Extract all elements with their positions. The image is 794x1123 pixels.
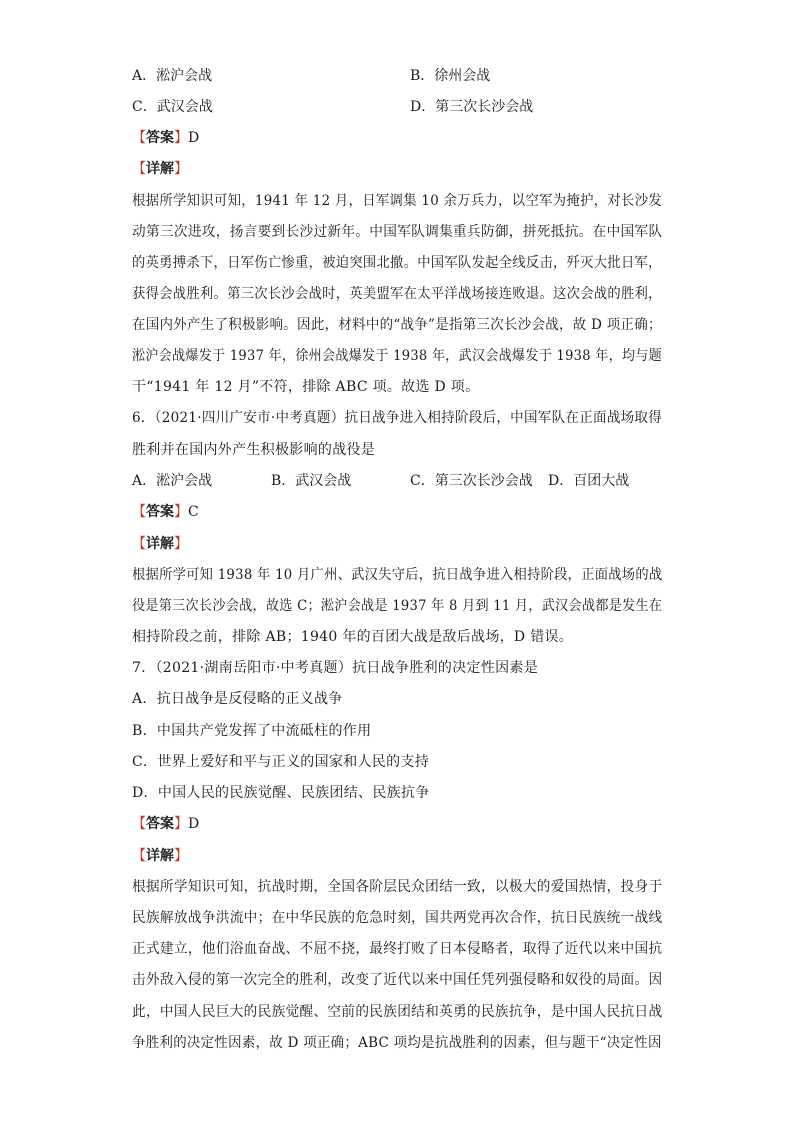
q7-option-b: B．中国共产党发挥了中流砥柱的作用 (132, 723, 372, 739)
q5-option-d: D．第三次长沙会战 (410, 99, 534, 115)
q7-stem: 7．（2021·湖南岳阳市·中考真题）抗日战争胜利的决定性因素是 (132, 660, 539, 676)
q6-option-d: D．百团大战 (548, 473, 630, 489)
q5-answer-value: D (188, 130, 200, 146)
q7-answer: 【答案】D (132, 816, 200, 832)
q7-explanation-line: 根据所学知识可知，抗战时期，全国各阶层民众团结一致，以极大的爱国热情，投身于 (132, 879, 663, 895)
q7-answer-value: D (188, 816, 200, 832)
q7-detail-label: 【详解】 (132, 848, 188, 864)
q7-option-c: C．世界上爱好和平与正义的国家和人民的支持 (132, 754, 430, 770)
q7-explanation-line: 此，中国人民巨大的民族觉醒、空前的民族团结和英勇的民族抗争，是中国人民抗日战 (132, 1004, 663, 1020)
q5-explanation-line: 根据所学知识可知，1941 年 12 月，日军调集 10 余万兵力，以空军为掩护，对长沙发 (132, 193, 663, 209)
q6-stem-line: 6．（2021·四川广安市·中考真题）抗日战争进入相持阶段后，中国军队在正面战场取得 (132, 410, 663, 426)
q7-explanation-line: 击外敌入侵的第一次完全的胜利，改变了近代以来中国任凭列强侵略和奴役的局面。因 (132, 972, 663, 988)
q6-option-a: A．淞沪会战 (132, 473, 213, 489)
q5-option-b: B．徐州会战 (410, 68, 491, 84)
q7-explanation-line: 民族解放战争洪流中；在中华民族的危急时刻，国共两党再次合作，抗日民族统一战线 (132, 910, 663, 926)
q7-option-a: A．抗日战争是反侵略的正义战争 (132, 691, 343, 707)
q5-option-a: A．淞沪会战 (132, 68, 213, 84)
q7-option-d: D．中国人民的民族觉醒、民族团结、民族抗争 (132, 785, 430, 801)
q6-explanation-line: 根据所学可知 1938 年 10 月广州、武汉失守后，抗日战争进入相持阶段，正面战场的战 (132, 567, 663, 583)
q6-answer-value: C (188, 504, 199, 520)
q6-stem-line: 胜利并在国内外产生积极影响的战役是 (132, 442, 376, 458)
q5-answer: 【答案】D (132, 130, 200, 146)
q5-explanation-line: 淞沪会战爆发于 1937 年，徐州会战爆发于 1938 年，武汉会战爆发于 1938 年，均与题 (132, 348, 663, 364)
q6-option-c: C．第三次长沙会战 (410, 473, 533, 489)
q6-explanation-line: 役是第三次长沙会战，故选 C；淞沪会战是 1937 年 8 月到 11 月，武汉会战都是发生在 (132, 598, 663, 614)
q6-option-b: B．武汉会战 (271, 473, 352, 489)
q5-explanation-line: 干“1941 年 12 月”不符，排除 ABC 项。故选 D 项。 (132, 379, 480, 395)
q7-explanation-line: 正式建立，他们浴血奋战、不屈不挠，最终打败了日本侵略者，取得了近代以来中国抗 (132, 941, 663, 957)
q5-option-c: C．武汉会战 (132, 99, 213, 115)
q6-answer: 【答案】C (132, 504, 199, 520)
q5-explanation-line: 的英勇搏杀下，日军伤亡惨重，被迫突围北撤。中国军队发起全线反击，歼灭大批日军， (132, 255, 662, 271)
q6-detail-label: 【详解】 (132, 536, 188, 552)
q5-detail-label: 【详解】 (132, 161, 188, 177)
q6-explanation-line: 相持阶段之前，排除 AB；1940 年的百团大战是敌后战场，D 错误。 (132, 629, 574, 645)
q5-explanation-line: 在国内外产生了积极影响。因此，材料中的“战争”是指第三次长沙会战，故 D 项正确； (132, 317, 662, 333)
q5-explanation-line: 动第三次进攻，扬言要到长沙过新年。中国军队调集重兵防御，拼死抵抗。在中国军队 (132, 224, 663, 240)
q5-explanation-line: 获得会战胜利。第三次长沙会战时，英美盟军在太平洋战场接连败退。这次会战的胜利， (132, 286, 662, 302)
q7-explanation-line: 争胜利的决定性因素，故 D 项正确；ABC 项均是抗战胜利的因素，但与题干“决定性因 (132, 1035, 662, 1051)
